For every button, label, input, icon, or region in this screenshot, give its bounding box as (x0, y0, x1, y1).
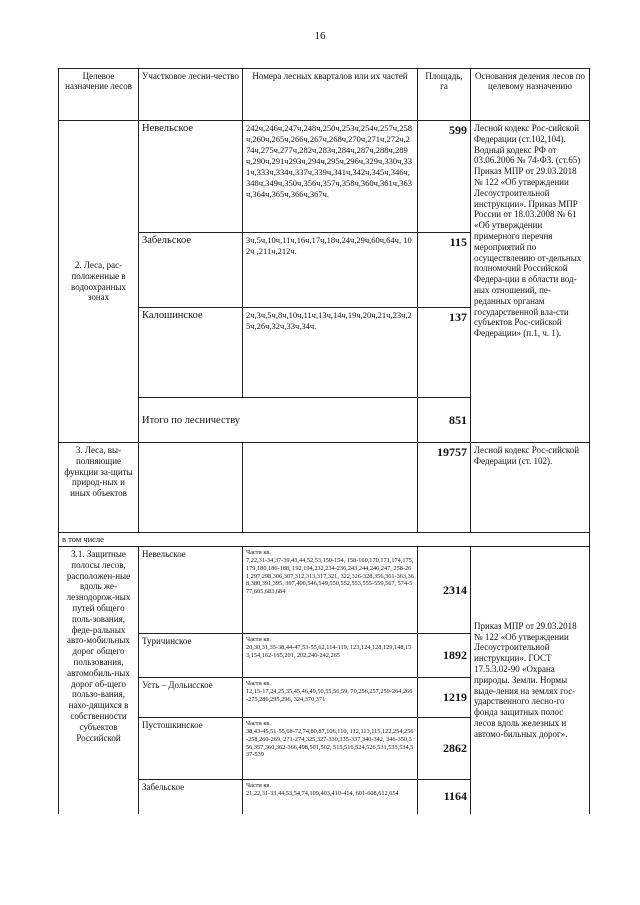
header-area: Площадь, га (418, 69, 471, 121)
empty-cell (243, 443, 418, 533)
forestry-name: Невельское (139, 547, 243, 634)
area-cell: 1164 (418, 780, 471, 814)
area-cell: 599 (418, 121, 471, 233)
forest-purpose-table (58, 68, 590, 814)
quarters-cell: Части кв. 38,43-45,51-55,68-72,74,80,87,106,110, 112,113,115,122,254,256-258,260-269, 271-274,325,327-330,335-337,340-342, 346-350,356,357,360,362-366,498,501,502, 515,516,524,526,531,533,534,537-539 (243, 718, 418, 780)
area-cell: 2862 (418, 718, 471, 780)
area-cell: 2314 (418, 547, 471, 634)
table-header-row (59, 69, 590, 121)
quarters-cell: 242ч,246ч,247ч,248ч,250ч,253ч,254ч,257ч,258ч,260ч,265ч,266ч,267ч,268ч,270ч,271ч,272ч,274ч,275ч,277ч,282ч,283ч,284ч,287ч,288ч,289ч,290ч,291ч293ч,294ч,295ч,296ч,329ч,330ч,331ч,333ч,334ч,337ч,339ч,341ч,342ч,345ч,346ч,348ч,349ч,350ч,356ч,357ч,358ч,360ч,361ч,363ч,364ч,365ч,366ч,367ч. (243, 121, 418, 233)
quarters-cell: 2ч,3ч,5ч,8ч,10ч,11ч,13ч,14ч,19ч,20ч,21ч,23ч,25ч,26ч,32ч,33ч,34ч. (243, 308, 418, 398)
area-cell: 137 (418, 308, 471, 398)
header-basis: Основания деления лесов по целевому назначению (471, 69, 590, 121)
purpose-water-protection-zones: 2. Леса, рас-положенные в водоохранных зонах (59, 121, 139, 443)
area-cell: 1892 (418, 634, 471, 678)
header-purpose: Целевое назначение лесов (59, 69, 139, 121)
parts-label: Части кв. (246, 549, 271, 556)
area-cell: 1219 (418, 678, 471, 718)
forestry-name: Невельское (139, 121, 243, 233)
total-label: Итого по лесничеству (139, 398, 418, 443)
quarters-cell: Части кв. 7,22,31-34,37-39,43,44,52,53,150-154, 158-160,170,171,174,175,179,180,186-188, 192,194,232,234-236,243,244,246,247, 258-261,297,298,306,307,312,313,317,321, 322,326-328,356,361-363,368,380,391,395, 397,400,546,549,550,552,553,555-559,567, 574-577,605,683,684 (243, 547, 418, 634)
parts-label: Части кв. (246, 782, 271, 789)
quarters-cell: Части кв. 21,22,31-33,44,53,54,74,109,403,410-414, 601-608,612,654 (243, 780, 418, 814)
forestry-name: Забельское (139, 233, 243, 308)
basis-water-protection: Лесной кодекс Рос-сийской Федерации (ст.102,104). Водный кодекс РФ от 03.06.2006 № 74-ФЗ. (ст.65) Приказ МПР от 29.03.2018 № 122 «Об утверждении Лесоустроительной инструкции». Приказ МПР России от 18.03.2008 № 61 «Об утверждении примерного перечня мероприятий по осуществлению от-дельных полномочий Российской Федера-ции в области вод-ных отношений, пе-реданных органам государственной вла-сти субъектов Рос-сийской Федерации» (п.1, ч. 1). (471, 121, 590, 443)
empty-cell (139, 443, 243, 533)
parts-label: Части кв. (246, 636, 271, 643)
forestry-name: Пустошкинское (139, 718, 243, 780)
including-label: в том числе (59, 533, 590, 547)
area-cell: 115 (418, 233, 471, 308)
quarters-cell: Части кв. 20,30,31,35-38,44-47,53-55,62,114-119, 123,124,128,129,148,153,154,162-165,201, 202,240-242,265 (243, 634, 418, 678)
forestry-name: Забельское (139, 780, 243, 814)
forestry-name: Туричинское (139, 634, 243, 678)
table-row (59, 121, 590, 233)
purpose-protective-strips: 3.1. Защитные полосы лесов, расположен-ные вдоль же-лезнодорож-ных путей общего поль-зования, феде-ральных авто-мобильных дорог общего пользования, автомобиль-ных дорог об-щего пользо-вания, нахо-дящихся в собственности субъектов Российской (59, 547, 139, 814)
table-row-including (59, 533, 590, 547)
parts-label: Части кв. (246, 720, 271, 727)
area-cell: 19757 (418, 443, 471, 533)
quarters-cell: Части кв. 12,15-17,24,25,35,45,46,49,50,55,56,59, 70,256,257,259-264,266-275,286,295,296, 324,370,371 (243, 678, 418, 718)
header-quarters: Номера лесных кварталов или их частей (243, 69, 418, 121)
quarters-cell: 3ч,5ч,10ч,11ч,16ч,17ч,18ч,24ч,29ч,60ч,64ч, 102ч ,211ч,212ч. (243, 233, 418, 308)
parts-label: Части кв. (246, 680, 271, 687)
forestry-name: Калошинское (139, 308, 243, 398)
basis-protective-strips: Приказ МПР от 29.03.2018 № 122 «Об утверждении Лесоустроительной инструкции». ГОСТ 17.5.3.02-90 «Охрана природы. Земли. Нормы выде-ления на землях гос-ударственного лесно-го фонда защитных полос лесов вдоль железных и автомо-бильных дорог». (471, 547, 590, 814)
total-area: 851 (418, 398, 471, 443)
table-row (59, 443, 590, 533)
forestry-name: Усть – Дольисское (139, 678, 243, 718)
basis-protective-functions: Лесной кодекс Рос-сийской Федерации (ст. 102). (471, 443, 590, 533)
page-number: 16 (314, 30, 326, 42)
header-forestry: Участковое лесни-чество (139, 69, 243, 121)
purpose-protective-functions: 3. Леса, вы-полняющие функции за-щиты природ-ных и иных объектов (59, 443, 139, 533)
table-row (59, 547, 590, 634)
